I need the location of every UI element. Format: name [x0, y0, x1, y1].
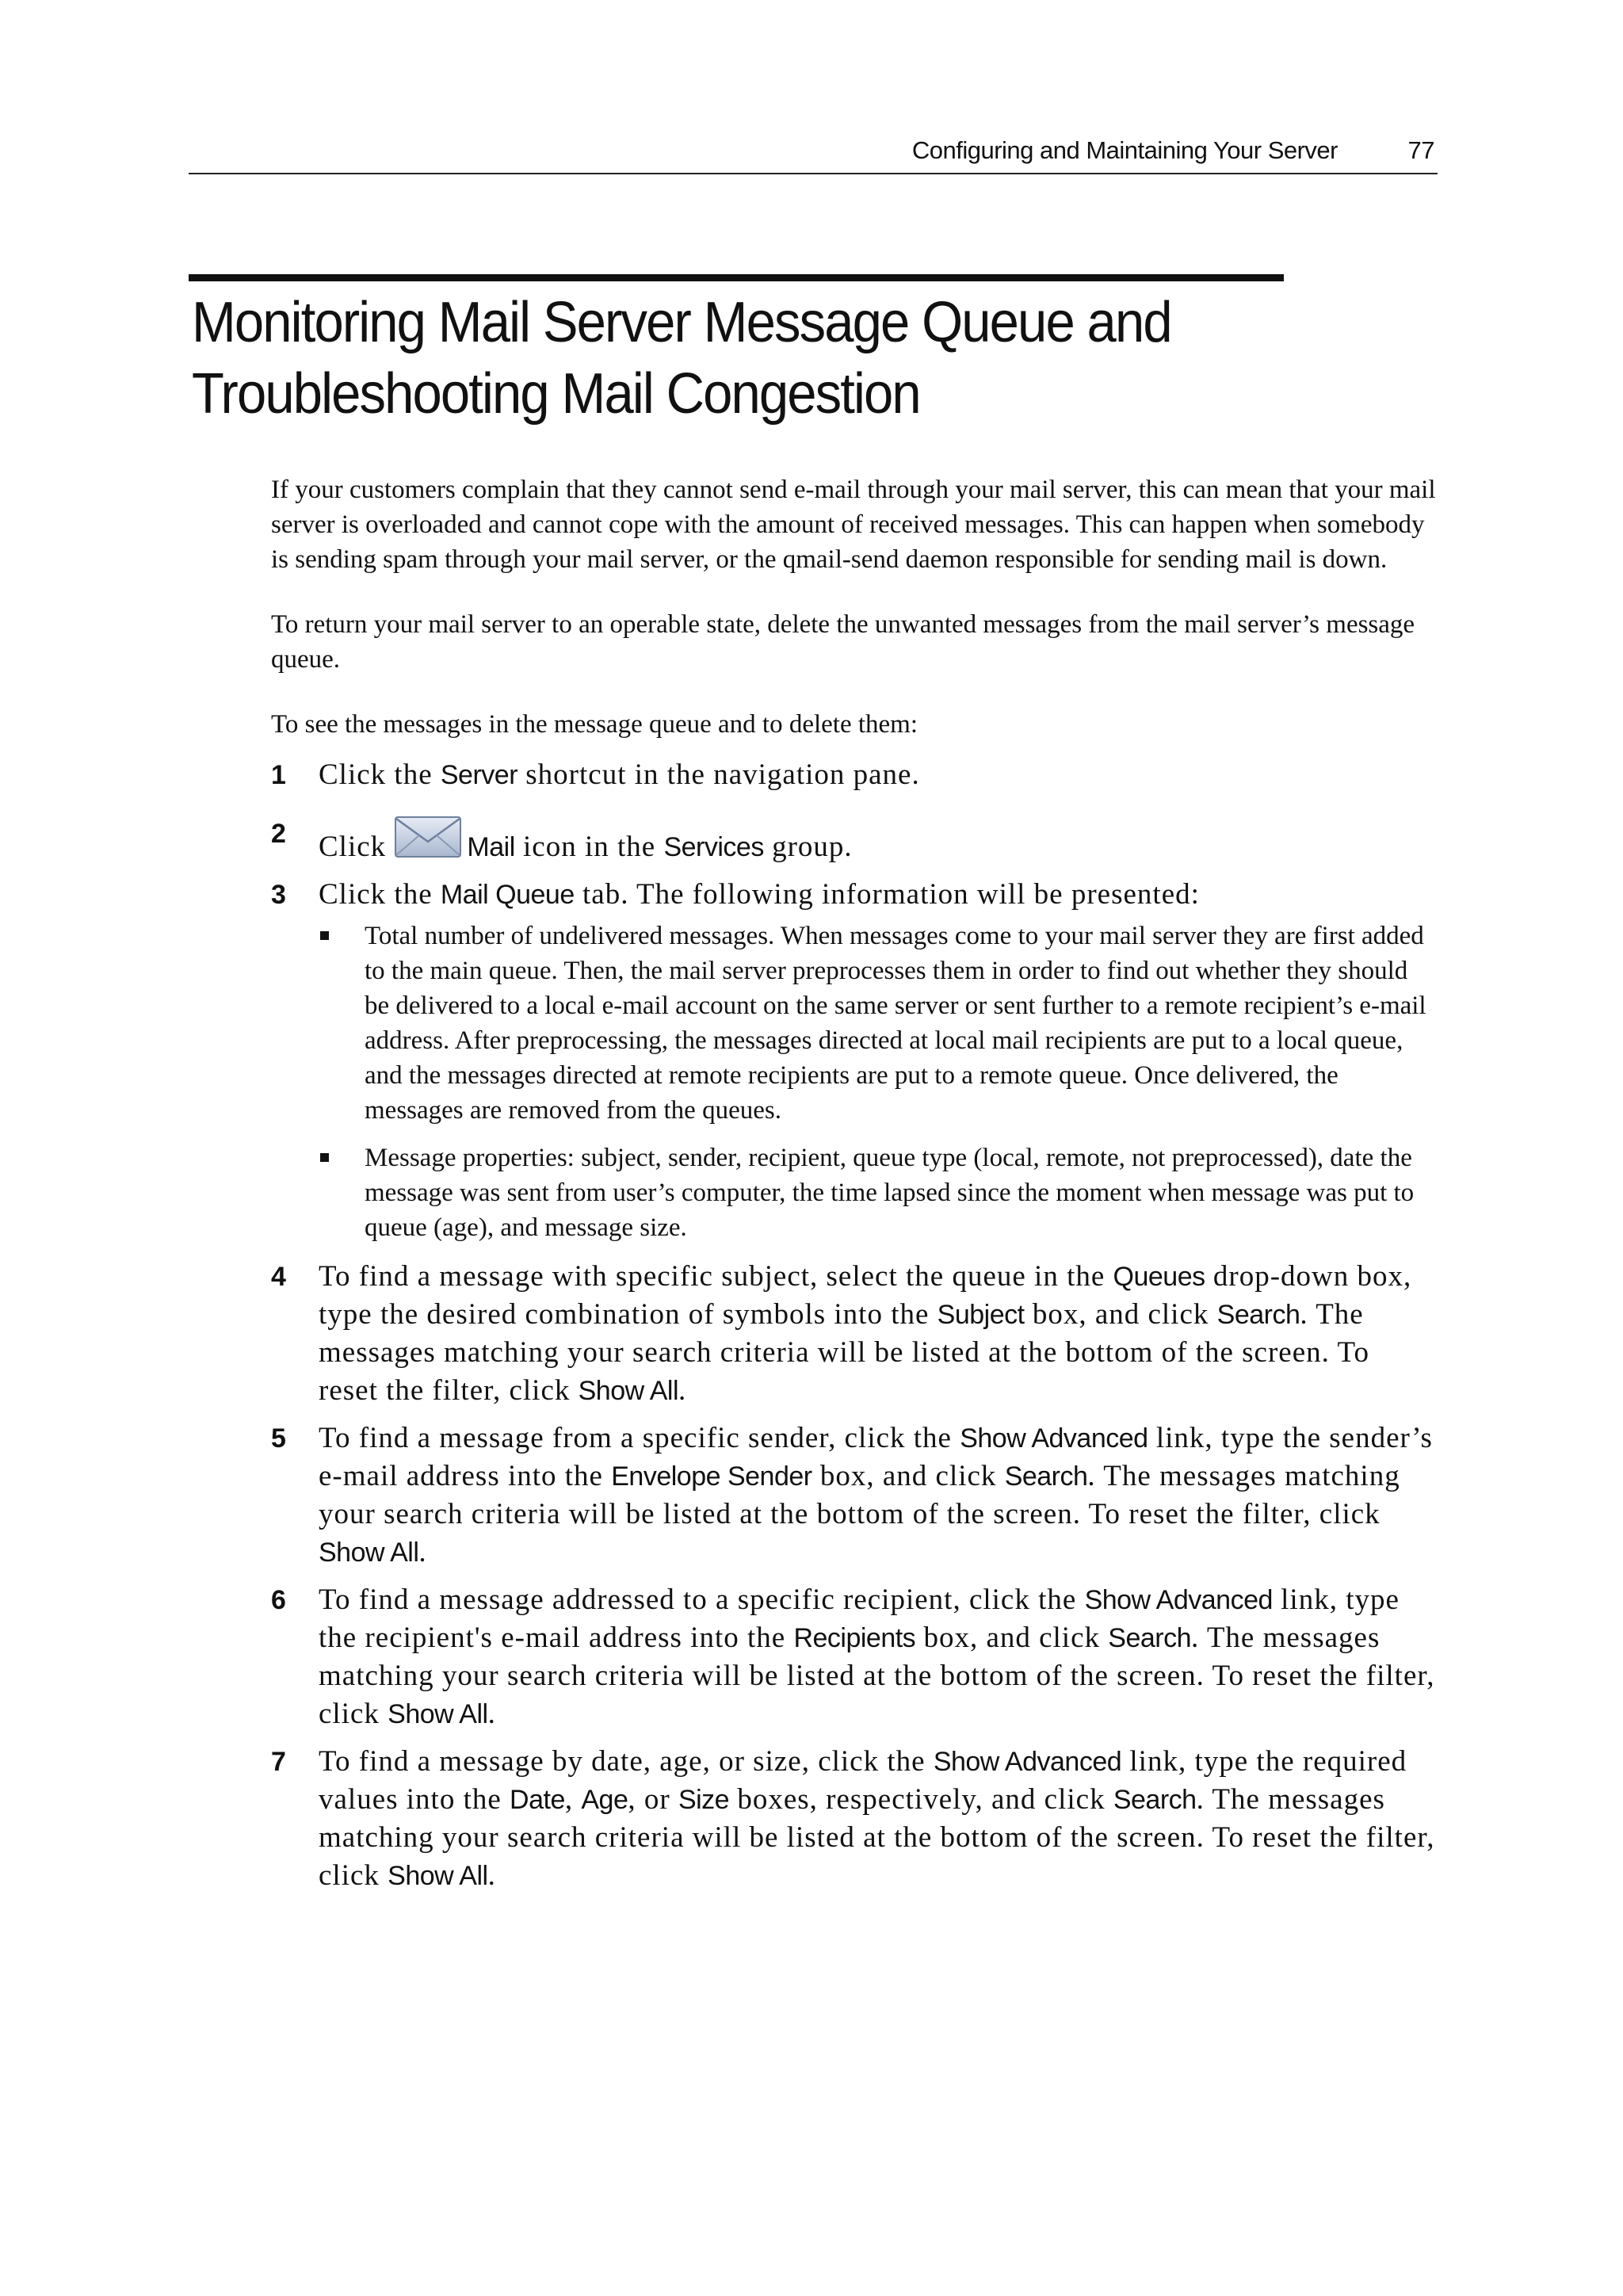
intro-paragraph-3: To see the messages in the message queue and to delete them:: [271, 710, 918, 739]
ui-term-show-all: Show All: [578, 1376, 679, 1406]
bullet-item: [319, 919, 1436, 1128]
step-text: . The messages matching your search criteria will be listed at the bottom of the screen. To reset the filter, click: [319, 1622, 1435, 1730]
body-text: [271, 472, 1436, 1904]
step-text: .: [418, 1536, 427, 1568]
running-header: [189, 133, 1438, 174]
step-text: ,: [564, 1783, 582, 1816]
ui-term-date: Date: [510, 1785, 565, 1815]
ui-term-recipients: Recipients: [793, 1623, 916, 1653]
ui-term-size: Size: [678, 1785, 730, 1815]
step-text: link, type the sender’s e-mail address into the: [319, 1422, 1433, 1492]
step-text: shortcut in the navigation pane.: [517, 758, 920, 791]
step-number: 1: [271, 760, 286, 790]
step-text: , or: [628, 1783, 678, 1816]
step-text: . The messages matching your search criteria will be listed at the bottom of the screen. To reset the filter, click: [319, 1298, 1369, 1407]
step-1: [271, 756, 1436, 794]
step-2: [271, 815, 1436, 866]
step-number: 3: [271, 880, 286, 910]
step-text: boxes, respectively, and click: [729, 1783, 1113, 1816]
chapter-title: Configuring and Maintaining Your Server: [911, 136, 1338, 164]
step-text: box, and click: [915, 1622, 1109, 1654]
step-text: box, and click: [812, 1460, 1005, 1492]
step-text: .: [678, 1374, 687, 1407]
steps-list: [271, 756, 1436, 1895]
step-text: . The messages matching your search criteria will be listed at the bottom of the screen. To reset the filter, click: [319, 1460, 1400, 1530]
ui-term-show-advanced: Show Advanced: [1084, 1585, 1273, 1615]
ui-term-show-advanced: Show Advanced: [933, 1747, 1122, 1777]
step-text: link, type the recipient's e-mail address into the: [319, 1584, 1400, 1654]
page-number: 77: [1407, 136, 1434, 164]
section-heading: [192, 287, 1297, 430]
step-text: Click the: [319, 878, 441, 911]
bullet-item: [319, 1140, 1436, 1245]
intro-paragraph-1: If your customers complain that they cannot send e-mail through your mail server, this can mean that your mail server is overloaded and cannot cope with the amount of received messages. This can happen when somebody is sending spam through your mail server, or the qmail-send daemon responsible for sending mail is down.: [271, 476, 1436, 574]
step-text: . The messages matching your search criteria will be listed at the bottom of the screen. To reset the filter, click: [319, 1783, 1435, 1892]
ui-term-show-all: Show All: [388, 1861, 488, 1891]
step-text: To find a message addressed to a specific recipient, click the: [319, 1584, 1085, 1616]
ui-term-search: Search: [1108, 1623, 1191, 1653]
ui-term-show-advanced: Show Advanced: [960, 1423, 1148, 1454]
info-bullets: [319, 919, 1436, 1245]
step-text: To find a message by date, age, or size, click the: [319, 1745, 934, 1778]
ui-term-queues: Queues: [1113, 1262, 1205, 1292]
ui-term-show-all: Show All: [319, 1538, 419, 1568]
bullet-square-icon: [320, 931, 329, 940]
mail-envelope-icon: [394, 815, 462, 859]
ui-term-mail: Mail: [467, 832, 515, 862]
ui-term-server: Server: [440, 760, 518, 790]
step-number: 5: [271, 1423, 286, 1454]
step-text: Click: [319, 831, 395, 863]
step-text: tab. The following information will be presented:: [574, 878, 1200, 911]
ui-term-search: Search: [1004, 1461, 1088, 1492]
step-text: drop-down box, type the desired combination of symbols into the: [319, 1260, 1412, 1331]
step-number: 2: [271, 819, 286, 849]
ui-term-search: Search: [1113, 1785, 1197, 1815]
ui-term-age: Age: [581, 1785, 628, 1815]
step-text: Click the: [319, 758, 441, 791]
ui-term-envelope-sender: Envelope Sender: [611, 1461, 812, 1492]
step-text: box, and click: [1024, 1298, 1217, 1331]
section-heading-line-2: Troubleshooting Mail Congestion: [192, 362, 920, 426]
step-text: .: [487, 1859, 496, 1892]
step-text: icon in the: [514, 831, 664, 863]
step-6: [271, 1581, 1436, 1733]
bullet-text: Message properties: subject, sender, recipient, queue type (local, remote, not preprocessed), date the message was sent from user’s computer, the time lapsed since the moment when message was put to queue (age), and message size.: [365, 1144, 1415, 1242]
section-heading-line-1: Monitoring Mail Server Message Queue and: [192, 291, 1171, 354]
heading-rule: [189, 274, 1284, 281]
step-3: [271, 876, 1436, 1245]
step-number: 4: [271, 1262, 286, 1292]
intro-paragraph-2: To return your mail server to an operable state, delete the unwanted messages from the mail server’s message queue.: [271, 610, 1415, 674]
step-4: [271, 1258, 1436, 1410]
bullet-square-icon: [320, 1153, 329, 1162]
step-number: 6: [271, 1585, 286, 1615]
step-7: [271, 1743, 1436, 1895]
step-text: To find a message from a specific sender, click the: [319, 1422, 960, 1454]
ui-term-services: Services: [663, 832, 764, 862]
step-5: [271, 1419, 1436, 1572]
ui-term-subject: Subject: [937, 1300, 1025, 1330]
ui-term-show-all: Show All: [388, 1699, 488, 1729]
step-text: group.: [763, 831, 853, 863]
ui-term-mail-queue: Mail Queue: [440, 880, 575, 910]
ui-term-search: Search: [1216, 1300, 1300, 1330]
bullet-text: Total number of undelivered messages. When messages come to your mail server they are first added to the main queue. Then, the mail server preprocesses them in order to find out whether they should be delivered to a local e-mail account on the same server or sent further to a remote recipient’s e-mail address. After preprocessing, the messages directed at local mail recipients are put to a local queue, and the messages directed at remote recipients are put to a remote queue. Once delivered, the messages are removed from the queues.: [365, 922, 1426, 1125]
step-text: .: [487, 1698, 496, 1730]
step-number: 7: [271, 1747, 286, 1777]
step-text: link, type the required values into the: [319, 1745, 1407, 1816]
step-text: To find a message with specific subject, select the queue in the: [319, 1260, 1113, 1293]
